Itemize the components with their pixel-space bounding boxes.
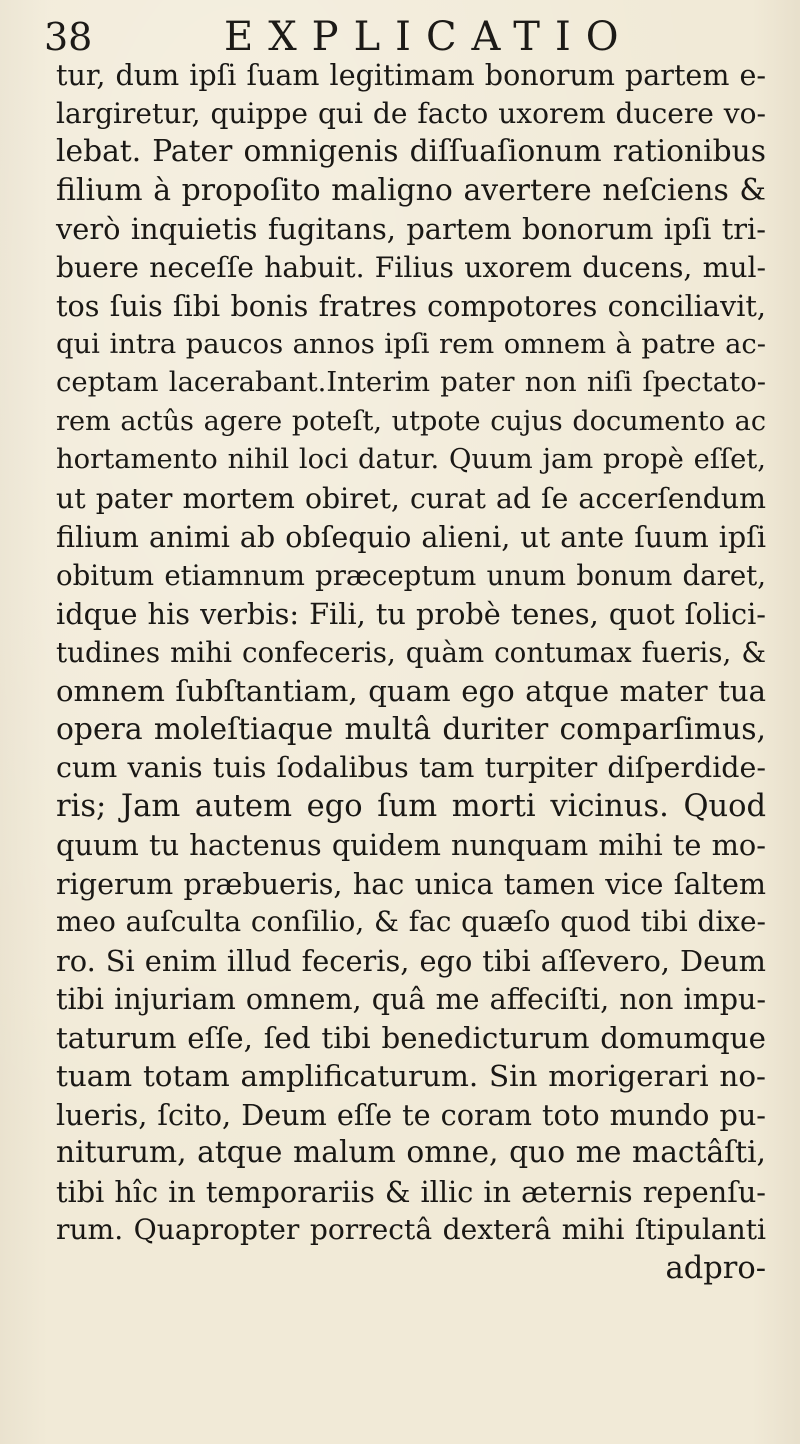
body-text — [56, 56, 766, 1288]
text-line: tur, dum ipſi ſuam legitimam bonorum partem e- — [56, 58, 766, 92]
text-line: tibi hîc in temporariis & illic in æternis repenſu- — [56, 1174, 766, 1209]
catchword: adpro- — [665, 1250, 766, 1286]
text-line: tibi injuriam omnem, quâ me affeciſti, non impu- — [56, 982, 766, 1016]
text-line: tuam totam amplificaturum. Sin morigerari no- — [56, 1059, 766, 1093]
text-line: omnem ſubſtantiam, quam ego atque mater tua — [56, 674, 766, 708]
text-line: ut pater mortem obiret, curat ad ſe accerſendum — [56, 481, 766, 515]
text-line: filium à propoſito maligno avertere neſciens & — [56, 172, 766, 208]
text-line: tudines mihi confeceris, quàm contumax fueris, & — [56, 635, 766, 669]
text-line: tos ſuis ſibi bonis fratres compotores conciliavit, — [56, 289, 766, 323]
text-line: lebat. Pater omnigenis diſſuaſionum rationibus — [56, 134, 766, 169]
text-line: qui intra paucos annos ipſi rem omnem à patre ac- — [56, 328, 766, 360]
page-number: 38 — [44, 15, 93, 59]
text-line: idque his verbis: Fili, tu probè tenes, quot ſolici- — [56, 597, 766, 631]
text-line: opera moleſtiaque multâ duriter comparſimus, — [56, 711, 766, 747]
text-line: hortamento nihil loci datur. Quum jam propè eſſet, — [56, 444, 766, 475]
text-line: quum tu hactenus quidem nunquam mihi te mo- — [56, 828, 766, 862]
text-line: verò inquietis fugitans, partem bonorum ipſi tri- — [56, 212, 766, 246]
running-head: EXPLICATIO — [224, 14, 634, 60]
text-line: niturum, atque malum omne, quo me mactâſti, — [56, 1135, 766, 1170]
text-line: filium animi ab obſequio alieni, ut ante ſuum ipſi — [56, 520, 766, 554]
text-line: ceptam lacerabant.Interim pater non niſi ſpectato- — [56, 367, 766, 398]
text-line: largiretur, quippe qui de facto uxorem ducere vo- — [56, 96, 766, 130]
text-line: buere neceſſe habuit. Filius uxorem ducens, mul- — [56, 250, 766, 284]
text-line: lueris, ſcito, Deum eſſe te coram toto mundo pu- — [56, 1097, 766, 1132]
text-line: ris; Jam autem ego ſum morti vicinus. Quod — [56, 788, 766, 824]
text-line: taturum eſſe, ſed tibi benedicturum domumque — [56, 1020, 766, 1055]
text-line: obitum etiamnum præceptum unum bonum daret, — [56, 558, 766, 592]
text-line: cum vanis tuis ſodalibus tam turpiter diſperdide- — [56, 751, 766, 784]
text-line: rum. Quapropter porrectâ dexterâ mihi ſtipulanti — [56, 1213, 766, 1246]
text-line: ro. Si enim illud feceris, ego tibi aſſevero, Deum — [56, 943, 766, 978]
text-line: meo auſculta conſilio, & fac quæſo quod tibi dixe- — [56, 905, 766, 938]
text-line: rigerum præbueris, hac unica tamen vice ſaltem — [56, 866, 766, 901]
text-line: rem actûs agere poteſt, utpote cujus documento ac — [56, 405, 766, 437]
